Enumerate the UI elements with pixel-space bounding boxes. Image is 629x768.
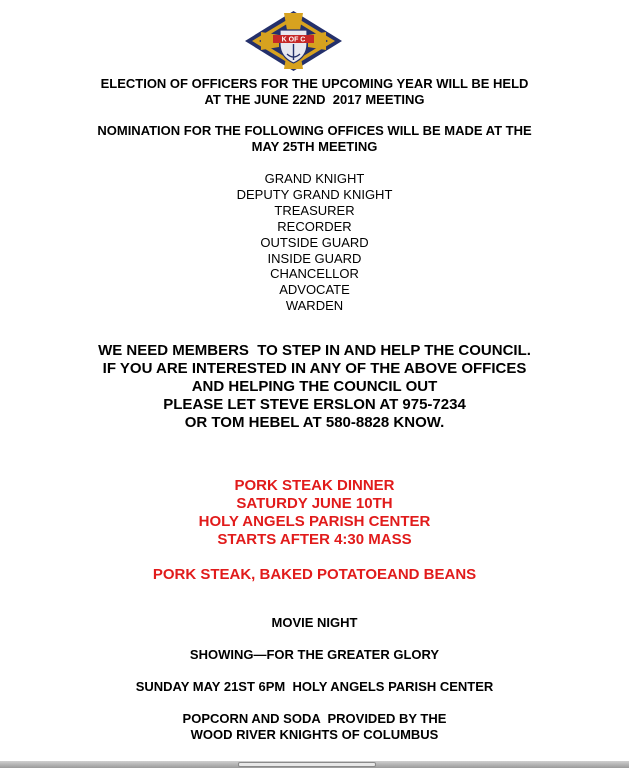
dinner-line: SATURDY JUNE 10TH xyxy=(236,495,393,512)
nomination-line-2: MAY 25TH MEETING xyxy=(251,139,378,154)
dinner-line: HOLY ANGELS PARISH CENTER xyxy=(198,513,431,530)
appeal-line: OR TOM HEBEL AT 580-8828 KNOW. xyxy=(184,414,445,431)
office-item: GRAND KNIGHT xyxy=(264,171,365,186)
appeal-line: PLEASE LET STEVE ERSLON AT 975-7234 xyxy=(163,396,466,413)
office-item: WARDEN xyxy=(285,298,344,313)
scrollbar-thumb[interactable] xyxy=(238,762,376,767)
office-item: RECORDER xyxy=(277,219,352,234)
office-item: DEPUTY GRAND KNIGHT xyxy=(236,187,393,202)
dinner-line: STARTS AFTER 4:30 MASS xyxy=(217,531,412,548)
office-item: ADVOCATE xyxy=(279,282,350,297)
movie-showing: SHOWING—FOR THE GREATER GLORY xyxy=(189,647,440,662)
svg-text:K OF C: K OF C xyxy=(281,36,306,44)
nomination-line-1: NOMINATION FOR THE FOLLOWING OFFICES WILL BE MADE AT THE xyxy=(97,123,532,138)
movie-provided-line-1: POPCORN AND SODA PROVIDED BY THE xyxy=(182,711,447,726)
knights-of-columbus-emblem xyxy=(243,10,344,72)
dinner-menu: PORK STEAK, BAKED POTATOEAND BEANS xyxy=(152,566,477,583)
movie-title: MOVIE NIGHT xyxy=(271,615,358,630)
office-item: INSIDE GUARD xyxy=(267,251,362,266)
appeal-line: WE NEED MEMBERS TO STEP IN AND HELP THE COUNCIL. xyxy=(98,342,531,359)
office-item: CHANCELLOR xyxy=(270,266,359,281)
movie-provided-line-2: WOOD RIVER KNIGHTS OF COLUMBUS xyxy=(190,727,439,742)
office-item: TREASURER xyxy=(274,203,355,218)
dinner-line: PORK STEAK DINNER xyxy=(234,477,395,494)
appeal-line: AND HELPING THE COUNCIL OUT xyxy=(191,378,438,395)
movie-when: SUNDAY MAY 21ST 6PM HOLY ANGELS PARISH CENTER xyxy=(135,679,494,694)
election-line-1: ELECTION OF OFFICERS FOR THE UPCOMING YEAR WILL BE HELD xyxy=(100,76,529,91)
office-item: OUTSIDE GUARD xyxy=(260,235,369,250)
election-line-2: AT THE JUNE 22ND 2017 MEETING xyxy=(204,92,425,107)
appeal-line: IF YOU ARE INTERESTED IN ANY OF THE ABOVE OFFICES xyxy=(102,360,527,377)
horizontal-scrollbar[interactable] xyxy=(0,761,629,768)
